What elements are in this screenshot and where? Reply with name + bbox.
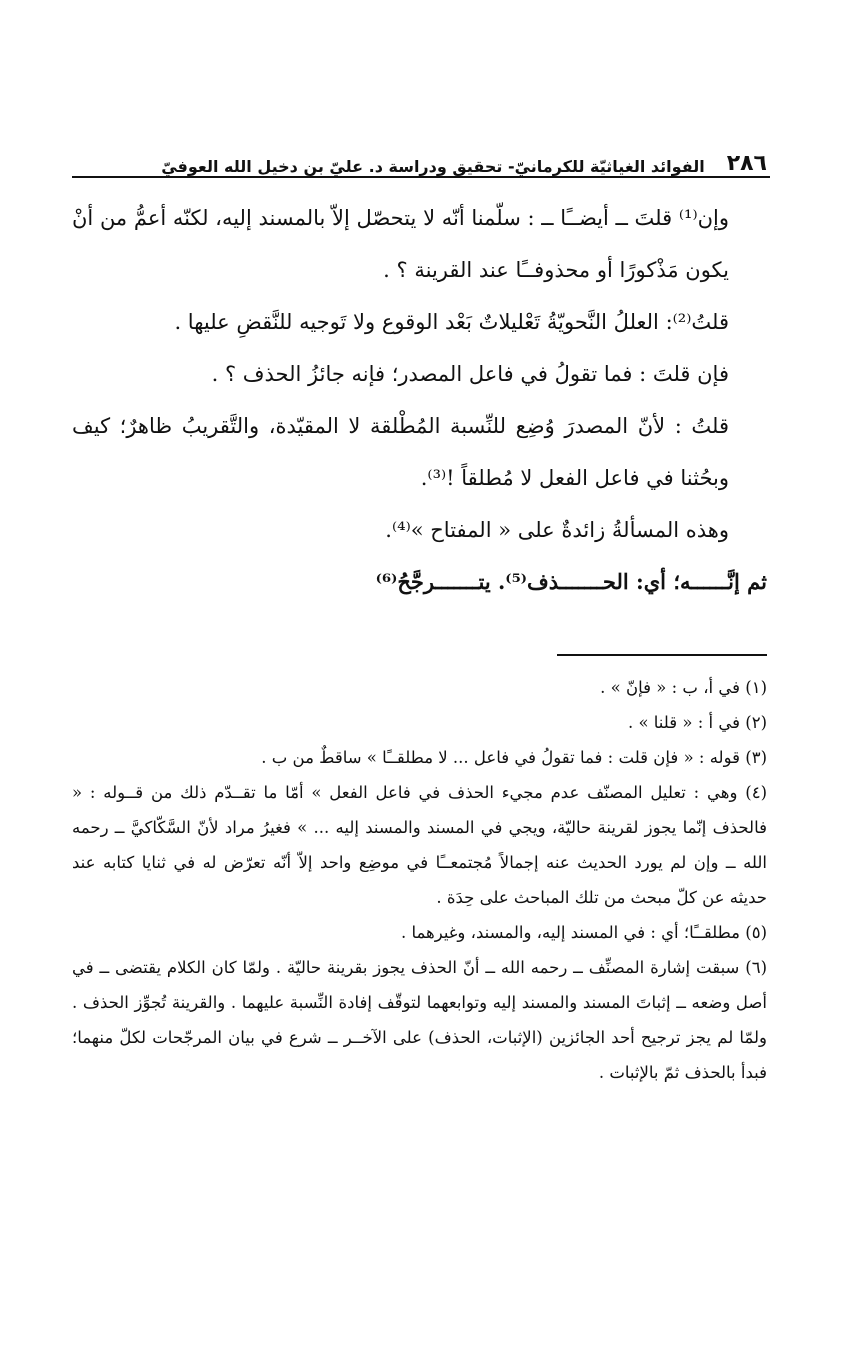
header-rule [72,176,770,178]
running-head [110,140,767,176]
main-text [72,192,767,608]
footnote: (٦) سبقت إشارة المصنِّف ــ رحمه الله ــ أنّ الحذف يجوز بقرينة حاليّة . ولمّا كان الكلام يقتضى ــ في أصل وضعه ــ إثباتَ المسند والمسند إليه وتوابعهما لتوقّف إفادة النِّسبة عليهما . والقرينة تُجوِّز الحذف . ولمّا لم يجز ترجيح أحد الجائزين (الإثبات، الحذف) على الآخــر ــ شرع في بيان المرجّحات لكلّ منهما؛ فبدأ بالحذف ثمّ بالإثبات . [72,958,767,1082]
body-paragraph: فإن قلتَ : فما تقولُ في فاعل المصدر؛ فإنه جائزُ الحذف ؟ . [211,362,729,386]
page-number: ٢٨٦ [726,151,767,176]
footnote: (١) في أ، ب : « فإنّ » . [600,678,767,697]
body-paragraph: وإن⁽¹⁾ قلتَ ــ أيضــًا ــ : سلّمنا أنّه لا يتحصّل إلاّ بالمسند إليه، لكنّه أعمُّ من أنْ يكون مَذْكورًا أو محذوفــًا عند القرينة ؟ . [72,206,729,282]
footnote: (٥) مطلقــًا؛ أي : في المسند إليه، والمسند، وغيرهما . [400,923,767,942]
footnote: (٣) قوله : « فإن قلت : فما تقولُ في فاعل ... لا مطلقــًا » ساقطٌ من ب . [261,748,767,767]
body-paragraph: قلتُ⁽²⁾: العللُ النَّحويّةُ تَعْليلاتٌ بَعْد الوقوع ولا تَوجيه للنَّقضِ عليها . [174,310,729,334]
footnote-separator [557,654,767,656]
footnote: (٤) وهي : تعليل المصنّف عدم مجيء الحذف في فاعل الفعل » أمّا ما تقــدّم ذلك من قــوله : « فالحذف إنّما يجوز لقرينة حاليّة، ويجي في المسند والمسند إليه ... » فغيرُ مراد لأنّ السَّكّاكيَّ ــ رحمه الله ــ وإن لم يورد الحديث عنه إجمالاً مُجتمعــًا في موضِع واحد إلاّ أنّه تعرّض له في ثنايا كتابه عند حديثه عن كلّ مبحث من تلك المباحث على حِدَة . [72,783,767,907]
body-paragraph: وهذه المسألةُ زائدةٌ على « المفتاح »⁽⁴⁾. [385,518,729,542]
footnotes [72,670,767,1090]
running-head-title: الفوائد الغياثيّة للكرمانيّ- تحقيق ودراسة د. عليّ بن دخيل الله العوفيّ [161,157,705,176]
body-paragraph: قلتُ : لأنّ المصدرَ وُضِع للنِّسبة المُطْلقة لا المقيّدة، والتَّقريبُ ظاهرٌ؛ كيف وبحُثنا في فاعل الفعل لا مُطلقاً !⁽³⁾. [72,414,729,490]
footnote: (٢) في أ : « قلنا » . [627,713,767,732]
bold-matn-line: ثم إنَّــــــه؛ أي: الحـــــــذف⁽⁵⁾. يتـــــــرجَّحُ⁽⁶⁾ [375,569,767,594]
